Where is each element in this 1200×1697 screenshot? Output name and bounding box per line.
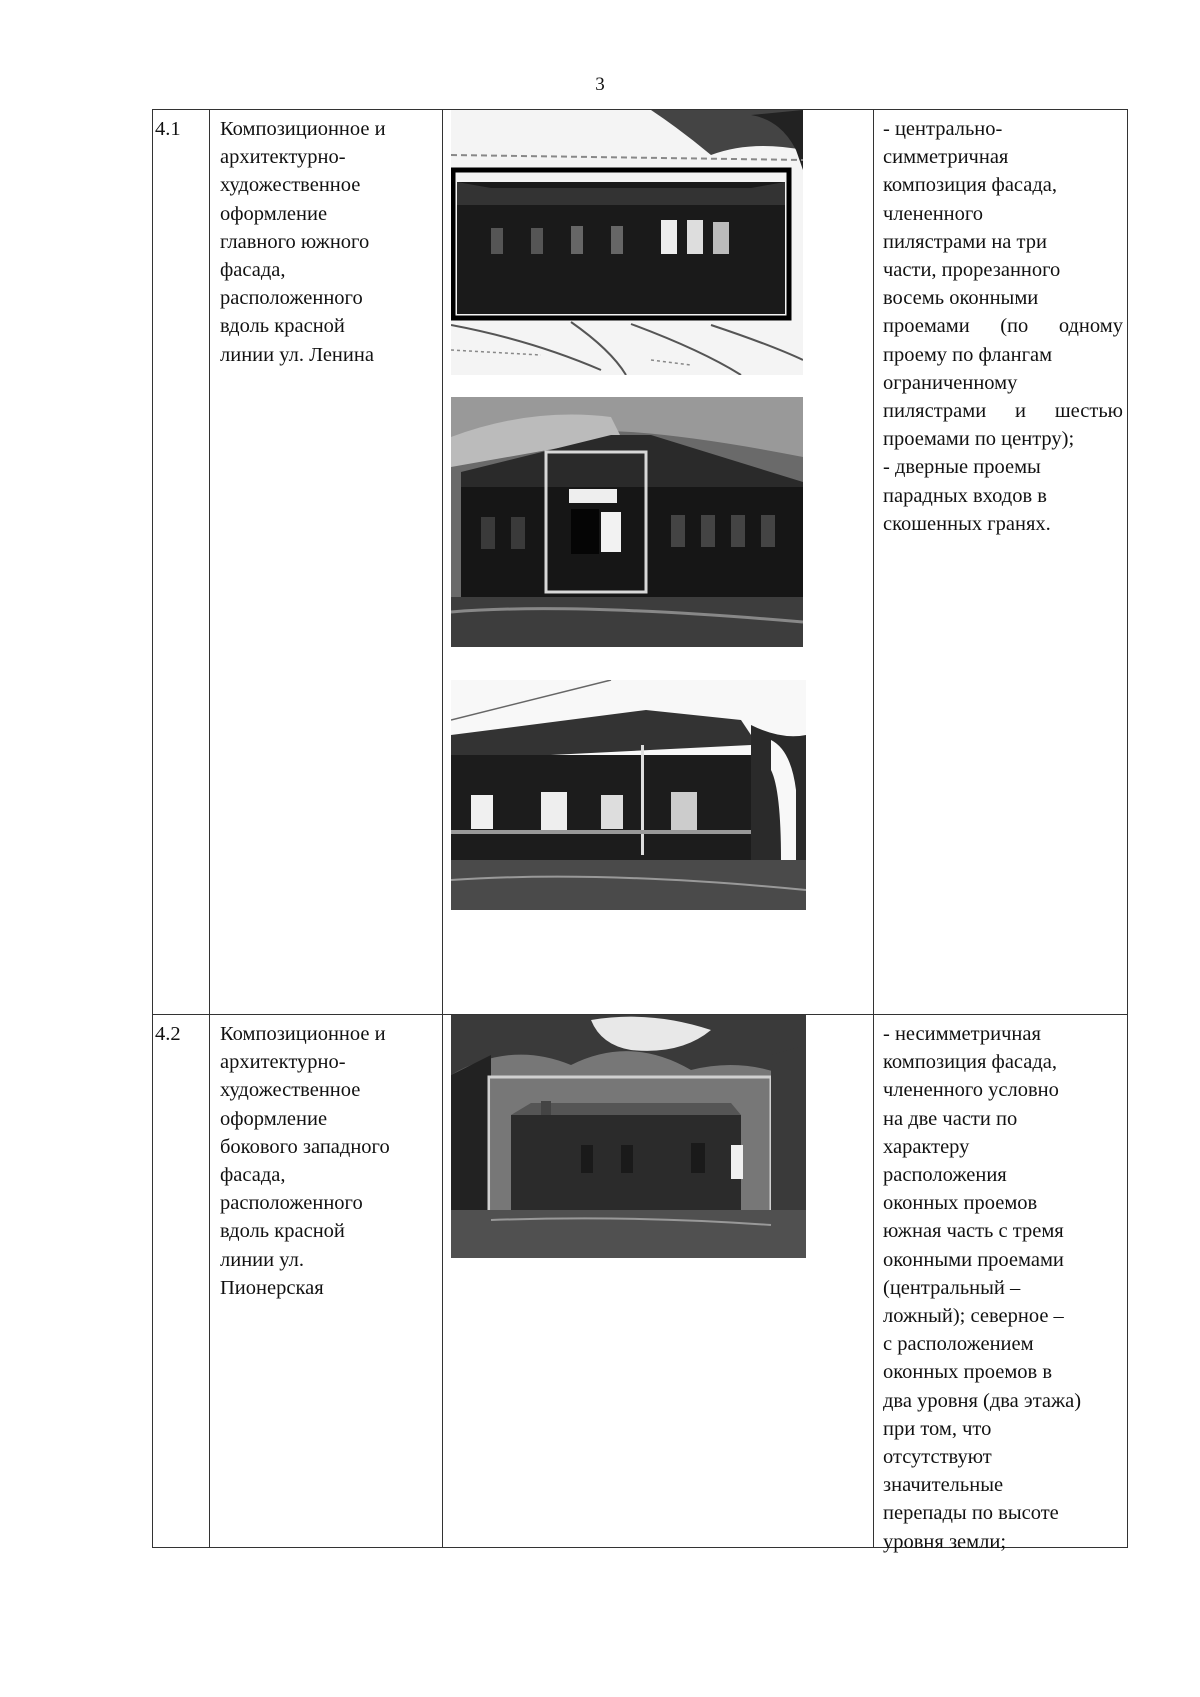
name-line: оформление xyxy=(220,202,328,225)
item-number: 4.1 xyxy=(153,110,210,1014)
facade-table xyxy=(152,109,1128,1553)
name-line: Композиционное и xyxy=(220,118,386,140)
description-line: оконными проемами xyxy=(883,1248,1064,1271)
description-line: - несимметричная xyxy=(883,1023,1041,1045)
page-number: 3 xyxy=(595,74,605,95)
description-line: члененного условно xyxy=(883,1079,1059,1102)
description-line: оконных проемов в xyxy=(883,1361,1053,1384)
building-photo xyxy=(451,397,803,647)
description-line: с расположением xyxy=(883,1333,1034,1356)
name-line: фасада, xyxy=(220,259,286,282)
description-line: части, прорезанного xyxy=(883,259,1061,282)
item-number: 4.2 xyxy=(153,1015,210,1547)
name-line: вдоль красной xyxy=(220,315,345,338)
description-line: композиция фасада, xyxy=(883,174,1058,197)
description-line: парадных входов в xyxy=(883,484,1047,507)
table-row xyxy=(153,1015,1127,1553)
description-line: - центрально- xyxy=(883,118,1003,140)
name-line: бокового западного xyxy=(220,1135,390,1158)
name-line: расположенного xyxy=(220,287,363,310)
description-line: значительные xyxy=(883,1474,1004,1497)
name-line: главного южного xyxy=(220,230,370,253)
description-line: перепады по высоте xyxy=(883,1502,1059,1525)
description-line: - дверные проемы xyxy=(883,456,1041,479)
description-line: проемами по центру); xyxy=(883,428,1075,451)
name-line: фасада, xyxy=(220,1164,286,1187)
description-line: проемами (по одному xyxy=(883,315,1123,338)
description-line: два уровня (два этажа) xyxy=(883,1389,1082,1412)
description-line: отсутствуют xyxy=(883,1446,992,1469)
building-photo xyxy=(451,110,803,375)
name-line: оформление xyxy=(220,1107,328,1130)
description-line: члененного xyxy=(883,202,984,225)
element-description xyxy=(874,1015,1129,1553)
description-line: проему по флангам xyxy=(883,343,1053,366)
name-line: Пионерская xyxy=(220,1276,324,1299)
photo-cell xyxy=(443,110,874,1014)
building-photo xyxy=(451,1015,806,1258)
description-line: симметричная xyxy=(883,146,1009,169)
element-description xyxy=(874,110,1129,1014)
description-line: характеру xyxy=(883,1135,970,1158)
description-line: пилястрами на три xyxy=(883,230,1047,253)
name-line: линии ул. Ленина xyxy=(220,343,374,366)
name-line: архитектурно- xyxy=(220,1051,346,1074)
description-line: уровня земли; xyxy=(883,1530,1007,1553)
element-name xyxy=(210,110,443,1014)
name-line: архитектурно- xyxy=(220,146,346,169)
name-line: линии ул. xyxy=(220,1248,304,1271)
description-line: ложный); северное – xyxy=(883,1305,1064,1328)
description-line: при том, что xyxy=(883,1417,992,1440)
description-line: на две части по xyxy=(883,1107,1018,1130)
description-line: южная часть с тремя xyxy=(883,1220,1064,1243)
element-name xyxy=(210,1015,443,1547)
description-line: ограниченному xyxy=(883,371,1018,394)
description-line: восемь оконными xyxy=(883,287,1039,310)
description-line: пилястрами и шестью xyxy=(883,400,1123,423)
name-line: художественное xyxy=(220,174,361,197)
name-line: художественное xyxy=(220,1079,361,1102)
name-line: Композиционное и xyxy=(220,1023,386,1045)
description-line: скошенных гранях. xyxy=(883,512,1051,535)
description-line: оконных проемов xyxy=(883,1192,1038,1215)
description-line: расположения xyxy=(883,1164,1007,1187)
name-line: расположенного xyxy=(220,1192,363,1215)
name-line: вдоль красной xyxy=(220,1220,345,1243)
description-line: композиция фасада, xyxy=(883,1051,1058,1074)
photo-cell xyxy=(443,1015,874,1547)
table-row xyxy=(153,110,1127,1015)
description-line: (центральный – xyxy=(883,1276,1021,1299)
building-photo xyxy=(451,680,806,910)
